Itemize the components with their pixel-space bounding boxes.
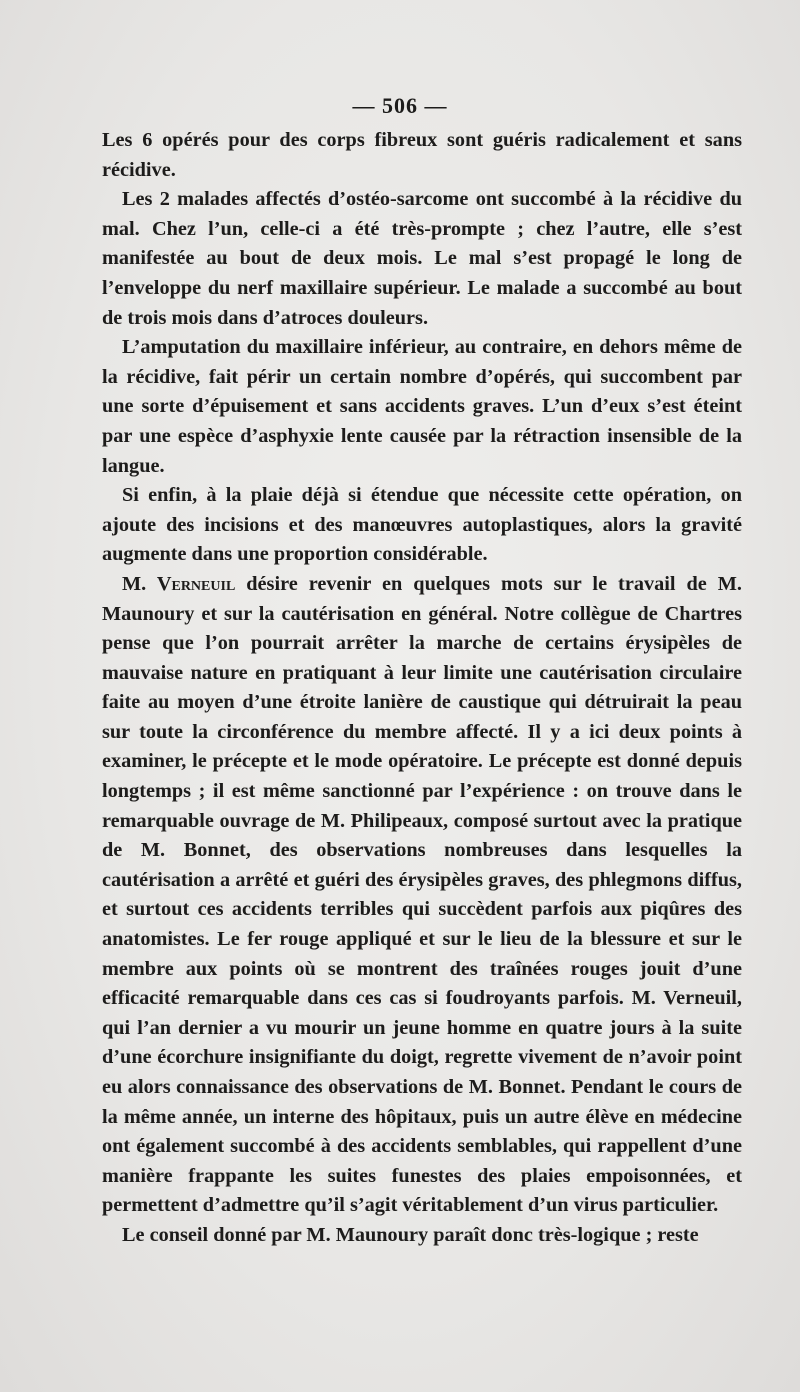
paragraph-verneuil <box>102 570 742 1221</box>
paragraph-autoplastie: Si enfin, à la plaie déjà si étendue que nécessite cette opération, on ajoute des incisions et des manœuvres autoplastiques, alors la gravité augmente dans une proportion considérable. <box>102 484 742 566</box>
body-text <box>102 126 742 1251</box>
verneuil-text: désire revenir en quelques mots sur le travail de M. Maunoury et sur la cautérisation en général. Notre collègue de Chartres pense que l’on pourrait arrêter la marche de certains érysipèles de mauvaise nature en pratiquant à leur limite une cautérisation circulaire faite au moyen d’une étroite lanière de caustique qui détruirait la peau sur toute la circonférence du membre affecté. Il y a ici deux points à examiner, le précepte et le mode opératoire. Le précepte est donné depuis longtemps ; il est même sanctionné par l’expérience : on trouve dans le remarquable ouvrage de M. Philipeaux, composé surtout avec la pratique de M. Bonnet, des observations nombreuses dans lesquelles la cautérisation a arrêté et guéri des érysipèles graves, des phlegmons diffus, et surtout ces accidents terribles qui succèdent parfois aux piqûres des anatomistes. Le fer rouge appliqué et sur le lieu de la blessure et sur le membre aux points où se montrent des traînées rouges jouit d’une efficacité remarquable dans ces cas si foudroyants parfois. M. Verneuil, qui l’an dernier a vu mourir un jeune homme en quatre jours à la suite d’une écorchure insignifiante du doigt, regrette vivement de n’avoir point eu alors connaissance des observations de M. Bonnet. Pendant le cours de la même année, un interne des hôpitaux, puis un autre élève en médecine ont également succombé à des accidents semblables, qui rappellent d’une manière frappante les suites funestes des plaies empoisonnées, et permettent d’admettre qu’il s’agit véritablement d’un virus particulier. <box>102 572 742 1217</box>
page-number: — 506 — <box>352 93 448 118</box>
paragraph-amputation: L’amputation du maxillaire inférieur, au contraire, en dehors même de la récidive, fait périr un certain nombre d’opérés, qui succombent par une sorte d’épuisement et sans accidents graves. L’un d’eux s’est éteint par une espèce d’asphyxie lente causée par la rétraction insensible de la langue. <box>102 336 742 477</box>
paragraph-conseil: Le conseil donné par M. Maunoury paraît donc très-logique ; reste <box>122 1223 699 1246</box>
speaker-name: M. Verneuil <box>122 572 236 595</box>
paragraph-osteo-sarcome: Les 2 malades affectés d’ostéo-sarcome ont succombé à la récidive du mal. Chez l’un, celle-ci a été très-prompte ; chez l’autre, elle s’est manifestée au bout de deux mois. Le mal s’est propagé le long de l’enveloppe du nerf maxillaire supérieur. Le malade a succombé au bout de trois mois dans d’atroces douleurs. <box>102 188 742 329</box>
paragraph-operes: Les 6 opérés pour des corps fibreux sont guéris radicalement et sans récidive. <box>102 129 742 181</box>
